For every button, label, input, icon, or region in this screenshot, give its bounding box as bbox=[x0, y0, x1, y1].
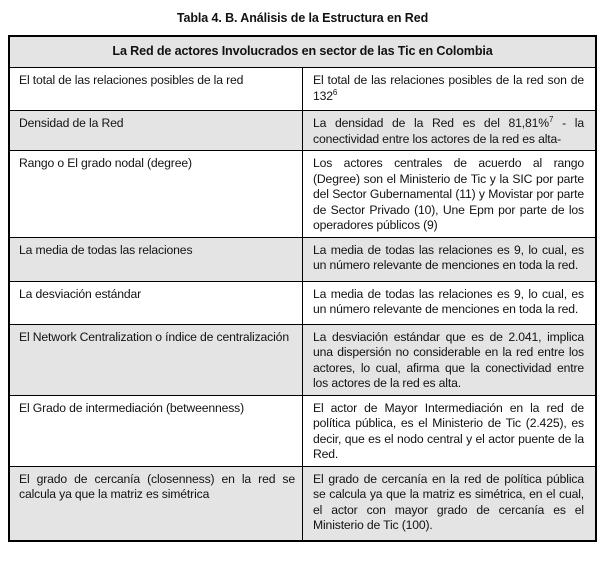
footnote-ref: 6 bbox=[332, 87, 338, 97]
metric-value-cell: El actor de Mayor Intermediación en la red de política pública, es el Ministerio de Tic (2.425), es decir, que es el nodo central y el actor puente de la Red. bbox=[303, 395, 597, 466]
metric-value-cell: La media de todas las relaciones es 9, lo cual, es un número relevante de menciones en toda la red. bbox=[303, 281, 597, 324]
metric-text: La densidad de la Red es del 81,81% bbox=[313, 116, 549, 130]
metric-text: El total de las relaciones posibles de la red son de 132 bbox=[313, 73, 584, 103]
table-row bbox=[9, 281, 596, 324]
footnote-ref: 7 bbox=[548, 114, 554, 124]
metric-name-cell: Rango o El grado nodal (degree) bbox=[9, 151, 303, 238]
table-row bbox=[9, 151, 596, 238]
table-caption: Tabla 4. B. Análisis de la Estructura en Red bbox=[176, 11, 429, 25]
metric-value-cell bbox=[303, 111, 597, 151]
table-row bbox=[9, 68, 596, 111]
metric-name-cell: El grado de cercanía (closenness) en la red se calcula ya que la matriz es simétrica bbox=[9, 466, 303, 541]
network-analysis-table bbox=[8, 35, 597, 542]
metric-value-cell: El grado de cercanía en la red de política pública se calcula ya que la matriz es simétrica, en el cual, el actor con mayor grado de cercanía es el Ministerio de Tic (100). bbox=[303, 466, 597, 541]
metric-value-cell: La media de todas las relaciones es 9, lo cual, es un número relevante de menciones en toda la red. bbox=[303, 237, 597, 281]
metric-value-cell: Los actores centrales de acuerdo al rango (Degree) son el Ministerio de Tic y la SIC por parte del Sector Gubernamental (11) y Movistar por parte de Sector Privado (10), Une Epm por parte de los operadores públicos (9) bbox=[303, 151, 597, 238]
metric-text: - la conectividad entre los actores de la red es alta- bbox=[313, 116, 584, 146]
metric-name-cell: El Grado de intermediación (betweenness) bbox=[9, 395, 303, 466]
table-row bbox=[9, 466, 596, 541]
table-row bbox=[9, 111, 596, 151]
table-header: La Red de actores Involucrados en sector de las Tic en Colombia bbox=[9, 36, 596, 68]
metric-name-cell: Densidad de la Red bbox=[9, 111, 303, 151]
table-row bbox=[9, 237, 596, 281]
metric-name-cell: La media de todas las relaciones bbox=[9, 237, 303, 281]
table-row bbox=[9, 395, 596, 466]
metric-name-cell: El total de las relaciones posibles de la red bbox=[9, 68, 303, 111]
metric-name-cell: La desviación estándar bbox=[9, 281, 303, 324]
table-row bbox=[9, 324, 596, 395]
table-header-row bbox=[9, 36, 596, 68]
metric-name-cell: El Network Centralization o índice de centralización bbox=[9, 324, 303, 395]
metric-value-cell bbox=[303, 68, 597, 111]
metric-value-cell: La desviación estándar que es de 2.041, implica una dispersión no considerable en la red entre los actores, lo cual, afirma que la conectividad entre los actores de la red es alta. bbox=[303, 324, 597, 395]
